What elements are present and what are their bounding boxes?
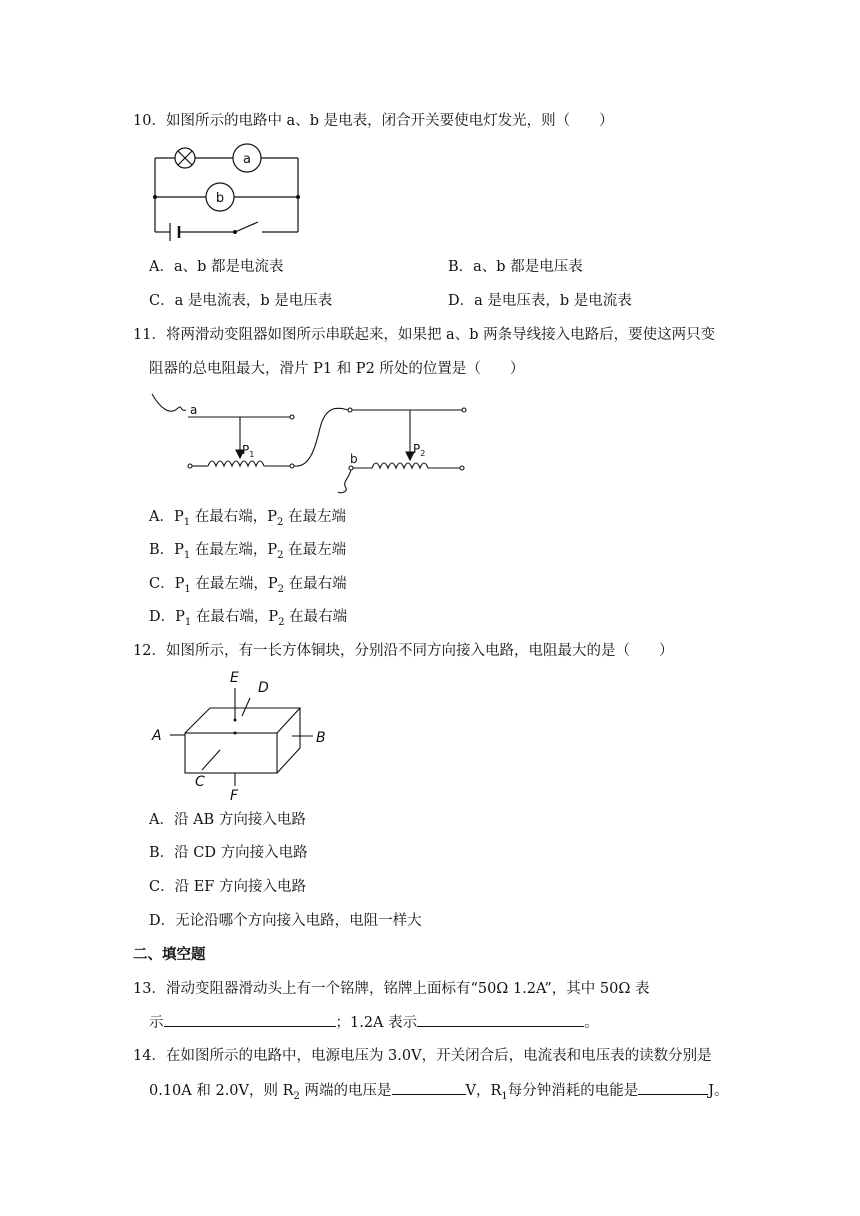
q10-option-a: A．a、b 都是电流表 [149,259,284,275]
label-c: C [195,774,205,790]
q11-stem-line2: 阻器的总电阻最大，滑片 P1 和 P2 所处的位置是（ ） [149,361,525,377]
q14-blank-1[interactable] [392,1080,466,1095]
q14-blank-2[interactable] [638,1080,708,1095]
q11-rheostat-diagram [150,388,480,498]
meter-b-label: b [215,191,225,206]
slider-p1-label: $P_1$ [242,443,255,459]
q12-option-d: D．无论沿哪个方向接入电路，电阻一样大 [149,913,422,929]
q13-blank-1[interactable] [164,1012,336,1027]
q10-option-b: B．a、b 都是电压表 [448,259,583,275]
q12-stem: 12．如图所示，有一长方体铜块，分别沿不同方向接入电路，电阻最大的是（ ） [133,643,674,659]
q13-blank-2[interactable] [417,1012,584,1027]
q10-stem: 10．如图所示的电路中 a、b 是电表，闭合开关要使电灯发光，则（ ） [133,113,614,129]
q11-option-b: B．$P_1$ 在最左端，$P_2$ 在最左端 [149,542,347,561]
q11-option-d: D．$P_1$ 在最右端，$P_2$ 在最右端 [149,609,348,628]
meter-a-label: a [243,152,251,167]
q14-line1: 14．在如图所示的电路中，电源电压为 3.0V，开关闭合后，电流表和电压表的读数分别是 [133,1048,712,1064]
q13-line1: 13．滑动变阻器滑动头上有一个铭牌，铭牌上面标有“50Ω 1.2A”，其中 50Ω 表 [133,981,650,997]
q10-option-d: D．a 是电压表，b 是电流表 [448,293,632,309]
slider-p2-label: $P_2$ [413,442,426,458]
section-title-fill-in: 二、填空题 [133,946,206,963]
label-d: D [258,680,269,696]
q11-option-a: A．$P_1$ 在最右端，$P_2$ 在最左端 [149,509,346,528]
label-e: E [230,670,239,686]
q12-option-c: C．沿 EF 方向接入电路 [149,879,306,895]
q12-block-diagram [150,668,340,803]
q11-stem-line1: 11．将两滑动变阻器如图所示串联起来，如果把 a、b 两条导线接入电路后，要使这两只变 [133,327,716,343]
q10-option-c: C．a 是电流表，b 是电压表 [149,293,333,309]
label-a: A [152,728,162,744]
q10-circuit-diagram [150,140,305,250]
meter-b-icon [206,183,234,211]
meter-a-icon [233,144,261,172]
label-b: B [316,730,326,746]
q13-line2: 示 ；1.2A 表示 。 [149,1012,599,1033]
q12-option-b: B．沿 CD 方向接入电路 [149,845,308,861]
q14-line2: 0.10A 和 2.0V，则 $R_2$ 两端的电压是 V，$R_1$每分钟消耗的电能是 J。 [149,1080,729,1107]
wire-a-label: a [190,403,198,417]
wire-b-label: b [350,452,358,466]
label-f: F [230,788,239,804]
lamp-icon [175,148,195,168]
q11-option-c: C．$P_1$ 在最左端，$P_2$ 在最右端 [149,576,347,595]
q12-option-a: A．沿 AB 方向接入电路 [149,812,306,828]
